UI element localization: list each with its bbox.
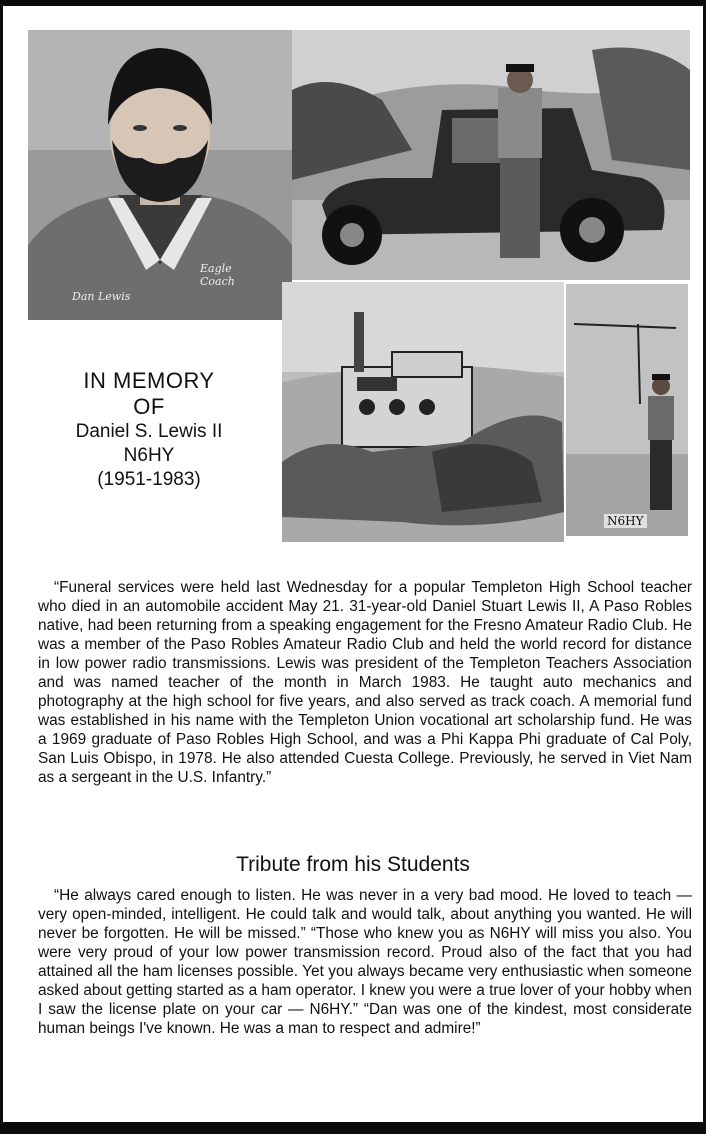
memorial-line-2: OF [133, 394, 165, 419]
antenna-photo [566, 284, 688, 536]
portrait-photo [28, 30, 292, 320]
memorial-line-1: IN MEMORY [83, 368, 215, 393]
tribute-paragraph: “He always cared enough to listen. He was never in a very bad mood. He loved to teach — very open-minded, intelligent. He could talk and would talk, about anything you wanted. He will never be forgotten. He will be missed.” “Those who knew you as N6HY will miss you also. You were very proud of your low power transmission record. Proud also of the fact that you had attained all the ham licenses possible. Yet you always became very enthusiastic when someone asked about getting started as a ham operator. I knew you were a true lover of your hobby when I saw the license plate on your car — N6HY.” “Dan was one of the kindest, most considerate human beings I've known. He was a man to respect and admire!” [38, 887, 692, 1037]
tribute-heading: Tribute from his Students [236, 853, 470, 876]
memorial-years: (1951-1983) [97, 469, 201, 490]
portrait-jacket-text-left: Dan Lewis [72, 290, 131, 303]
memorial-block [44, 368, 254, 492]
memorial-name: Daniel S. Lewis II [75, 421, 223, 442]
portrait-jacket-text-right: Eagle Coach [200, 262, 235, 288]
radio-equipment-photo [282, 282, 564, 542]
obituary-paragraph: “Funeral services were held last Wednesday for a popular Templeton High School teacher who died in an automobile accident May 21. 31-year-old Daniel Stuart Lewis II, A Paso Robles native, had been returning from a speaking engagement for the Fresno Amateur Radio Club. He was a member of the Paso Robles Amateur Radio Club and held the world record for distance in low power radio transmissions. Lewis was president of the Templeton Teachers Association and was named teacher of the month in March 1983. He taught auto mechanics and photography at the high school for five years, and also served as track coach. A memorial fund was established in his name with the Templeton Union vocational art scholarship fund. He was a 1969 graduate of Paso Robles High School, and was a Phi Kappa Phi graduate of Cal Poly, San Luis Obispo, in 1978. He also attended Cuesta College. Previously, he served in Viet Nam as a sergeant in the U.S. Infantry.” [38, 579, 692, 786]
memorial-callsign: N6HY [123, 445, 175, 466]
license-plate-text: N6HY [604, 514, 647, 528]
car-photo [292, 30, 690, 280]
